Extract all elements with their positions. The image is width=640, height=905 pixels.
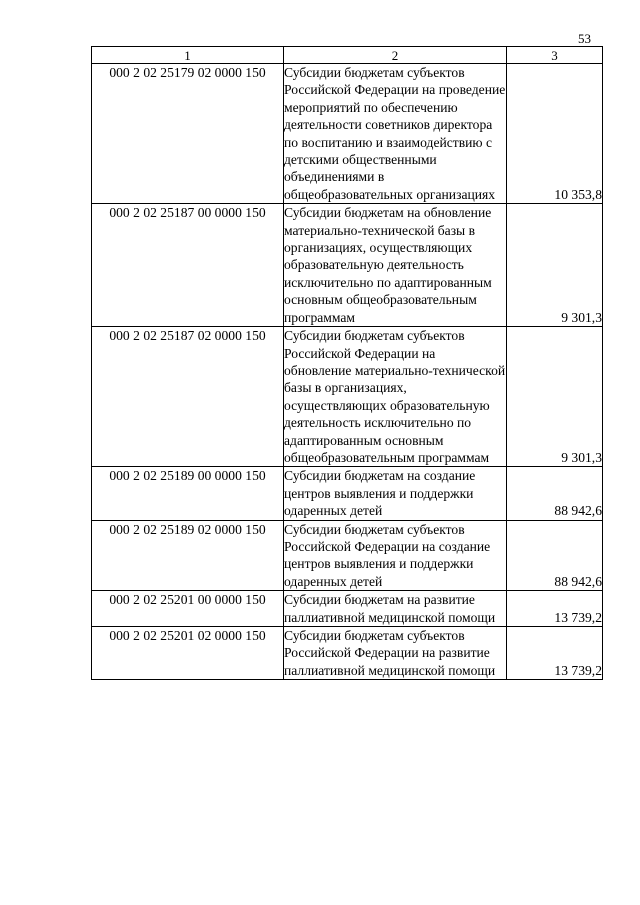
table-row (92, 627, 603, 680)
row-description: Субсидии бюджетам субъектов Российской Федерации на развитие паллиативной медицинской помощи (284, 627, 507, 680)
page-number: 53 (578, 31, 591, 46)
row-description: Субсидии бюджетам на обновление материально-технической базы в организациях, осуществляющих образовательную деятельность исключительно по адаптированным основным общеобразовательным программам (284, 204, 507, 327)
table-row (92, 64, 603, 204)
row-description: Субсидии бюджетам субъектов Российской Федерации на создание центров выявления и поддержки одаренных детей (284, 520, 507, 591)
column-header-code: 1 (92, 47, 284, 64)
row-description: Субсидии бюджетам на создание центров выявления и поддержки одаренных детей (284, 467, 507, 520)
row-amount: 88 942,6 (507, 467, 603, 520)
row-code: 000 2 02 25201 00 0000 150 (92, 591, 284, 627)
table-body (92, 64, 603, 680)
column-header-amount: 3 (507, 47, 603, 64)
row-amount: 88 942,6 (507, 520, 603, 591)
budget-table (91, 46, 603, 680)
row-amount: 9 301,3 (507, 204, 603, 327)
row-code: 000 2 02 25189 00 0000 150 (92, 467, 284, 520)
header-row (92, 47, 603, 64)
row-amount: 13 739,2 (507, 591, 603, 627)
row-amount: 13 739,2 (507, 627, 603, 680)
row-amount: 9 301,3 (507, 327, 603, 467)
table-row (92, 591, 603, 627)
row-amount: 10 353,8 (507, 64, 603, 204)
row-description: Субсидии бюджетам субъектов Российской Федерации на обновление материально-технической базы в организациях, осуществляющих образовательную деятельность исключительно по адаптированным основным общеобразовательным программам (284, 328, 506, 465)
column-header-description: 2 (284, 47, 507, 64)
table-header (92, 47, 603, 64)
row-code: 000 2 02 25179 02 0000 150 (92, 64, 284, 204)
table-row (92, 520, 603, 591)
table-row (92, 327, 603, 467)
row-code: 000 2 02 25189 02 0000 150 (92, 520, 284, 591)
row-description: Субсидии бюджетам субъектов Российской Федерации на проведение мероприятий по обеспечению деятельности советников директора по воспитанию и взаимодействию с детскими общественными объединениями в общеобразовательных организациях (284, 65, 506, 202)
table-row (92, 467, 603, 520)
table-row (92, 204, 603, 327)
row-code: 000 2 02 25187 02 0000 150 (92, 327, 284, 467)
row-description: Субсидии бюджетам на развитие паллиативной медицинской помощи (284, 591, 507, 627)
row-code: 000 2 02 25201 02 0000 150 (92, 627, 284, 680)
row-code: 000 2 02 25187 00 0000 150 (92, 204, 284, 327)
